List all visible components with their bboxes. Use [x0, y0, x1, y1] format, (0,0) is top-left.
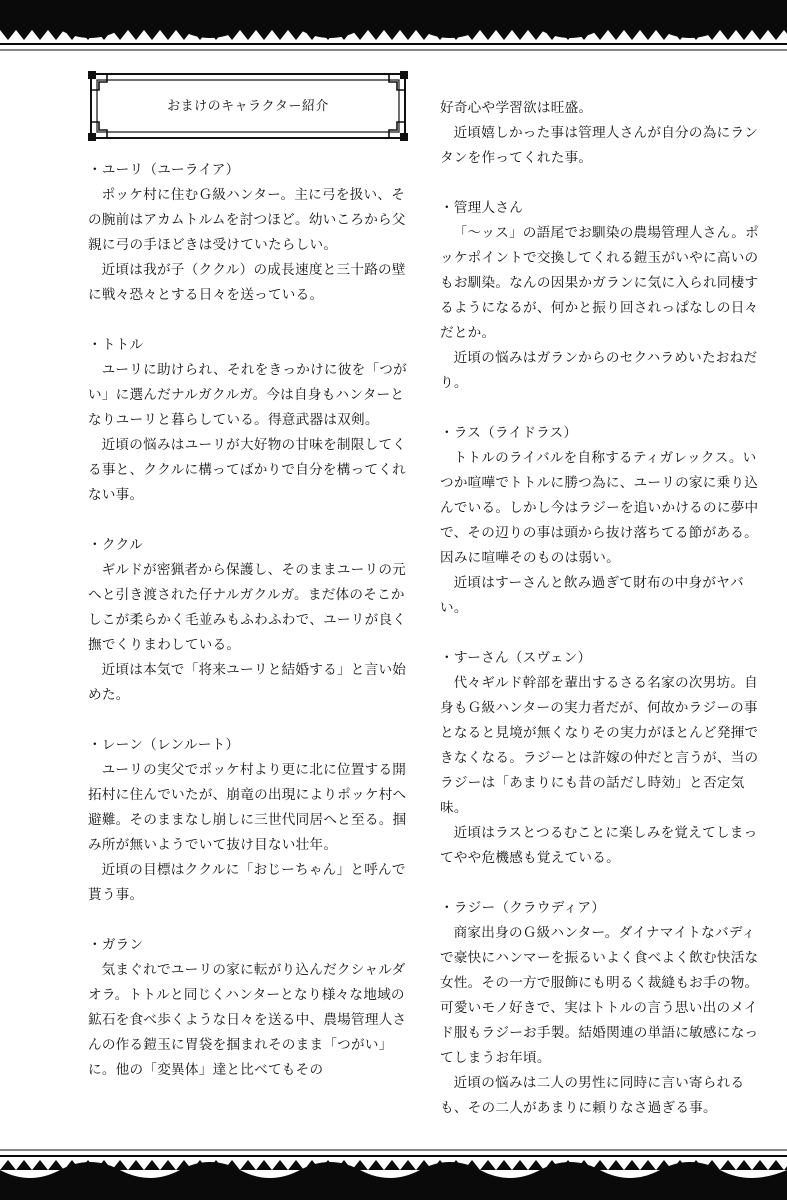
page-content — [0, 62, 787, 1138]
character-note: 近頃の悩みはガランからのセクハラめいたおねだり。 — [440, 350, 758, 391]
character-description: 気まぐれでユーリの家に転がり込んだクシャルダオラ。トトルと同じくハンターとなり様々な地域の鉱石を食べ歩くような日々を送る中、農場管理人さんの作る鎧玉に胃袋を掴まれそのまま「つがい」に。他の「変異体」達と比べてもその — [88, 962, 407, 1078]
character-note: 近頃の悩みは二人の男性に同時に言い寄られるも、その二人があまりに頼りなさ過ぎる事。 — [440, 1075, 745, 1116]
character-name: ・ククル — [88, 537, 143, 553]
character-note: 近頃の悩みはユーリが大好物の甘味を制限してくる事と、ククルに構ってばかりで自分を構ってくれない事。 — [88, 437, 407, 503]
character-entry-yuri — [88, 158, 410, 308]
heading-frame — [88, 62, 408, 150]
character-description-continued: 好奇心や学習欲は旺盛。 — [440, 100, 593, 116]
character-note: 近頃は我が子（ククル）の成長速度と三十路の壁に戦々恐々とする日々を送っている。 — [88, 262, 406, 303]
character-description: ギルドが密猟者から保護し、そのままユーリの元へと引き渡された仔ナルガクルガ。まだ体のそこかしこが柔らかく毛並みもふわふわで、ユーリが良く撫でくりまわしている。 — [88, 562, 407, 653]
character-description: ユーリの実父でポッケ村より更に北に位置する開拓村に住んでいたが、崩竜の出現によりポッケ村へ避難。そのままなし崩しに三世代同居へと至る。掴み所が無いようでいて抜け目ない壮年。 — [88, 762, 407, 853]
bottom-decorative-border — [0, 1138, 787, 1200]
character-entry-rein — [88, 733, 410, 908]
character-entry-manager — [440, 196, 762, 396]
character-description: トトルのライバルを自称するティガレックス。いつか喧嘩でトトルに勝つ為に、ユーリの家に乗り込んでいる。しかし今はラジーを追いかけるのに夢中で、その辺りの事は頭から抜け落ちてる節がある。因みに喧嘩そのものは弱い。 — [440, 450, 759, 566]
character-description: 「～ッス」の語尾でお馴染の農場管理人さん。ポッケポイントで交換してくれる鎧玉がいやに高いのもお馴染。なんの因果かガランに気に入られ同棲するようになるが、何かと振り回されっぱなしの日々だとか。 — [440, 225, 759, 341]
character-note: 近頃の目標はククルに「おじーちゃん」と呼んで貰う事。 — [88, 862, 406, 903]
top-decorative-border — [0, 0, 787, 62]
character-entry-ras — [440, 421, 762, 621]
character-name: ・トトル — [88, 337, 144, 353]
character-name: ・管理人さん — [440, 200, 524, 216]
character-note: 近頃は本気で「将来ユーリと結婚する」と言い始めた。 — [88, 662, 407, 703]
character-entry-garan-continued — [440, 96, 762, 171]
character-entry-kukuru — [88, 533, 410, 708]
character-name: ・すーさん（スヴェン） — [440, 650, 592, 666]
character-note: 近頃嬉しかった事は管理人さんが自分の為にランタンを作ってくれた事。 — [440, 125, 759, 166]
character-entry-razzy — [440, 896, 762, 1121]
character-note: 近頃はラスとつるむことに楽しみを覚えてしまってやや危機感も覚えている。 — [440, 825, 758, 866]
character-name: ・ガラン — [88, 937, 144, 953]
character-entry-totoru — [88, 333, 410, 508]
character-entry-garan — [88, 933, 410, 1083]
character-description: 商家出身のＧ級ハンター。ダイナマイトなバディで豪快にハンマーを振るいよく食べよく飲む快活な女性。その一方で服飾にも明るく裁縫もお手の物。可愛いモノ好きで、実はトトルの言う思い出のメイド服もラジーお手製。結婚関連の単語に敏感になってしまうお年頃。 — [440, 925, 759, 1066]
character-name: ・ラジー（クラウディア） — [440, 900, 606, 916]
right-column — [440, 96, 762, 1146]
character-name: ・レーン（レンルート） — [88, 737, 240, 753]
character-entry-svens — [440, 646, 762, 871]
left-column — [88, 62, 410, 1108]
section-heading: おまけのキャラクター紹介 — [167, 98, 329, 114]
character-description: 代々ギルド幹部を輩出するさる名家の次男坊。自身もＧ級ハンターの実力者だが、何故かラジーの事となると見境が無くなりその実力がほとんど発揮できなくなる。ラジーとは許嫁の仲だと言うが、当のラジーは「あまりにも昔の話だし時効」と否定気味。 — [440, 675, 759, 816]
character-name: ・ラス（ライドラス） — [440, 425, 578, 441]
character-name: ・ユーリ（ユーライア） — [88, 162, 240, 178]
character-note: 近頃はすーさんと飲み過ぎて財布の中身がヤバい。 — [440, 575, 744, 616]
character-description: ポッケ村に住むＧ級ハンター。主に弓を扱い、その腕前はアカムトルムを討つほど。幼いころから父親に弓の手ほどきは受けていたらしい。 — [88, 187, 406, 253]
character-description: ユーリに助けられ、それをきっかけに彼を「つがい」に選んだナルガクルガ。今は自身もハンターとなりユーリと暮らしている。得意武器は双剣。 — [88, 362, 407, 428]
